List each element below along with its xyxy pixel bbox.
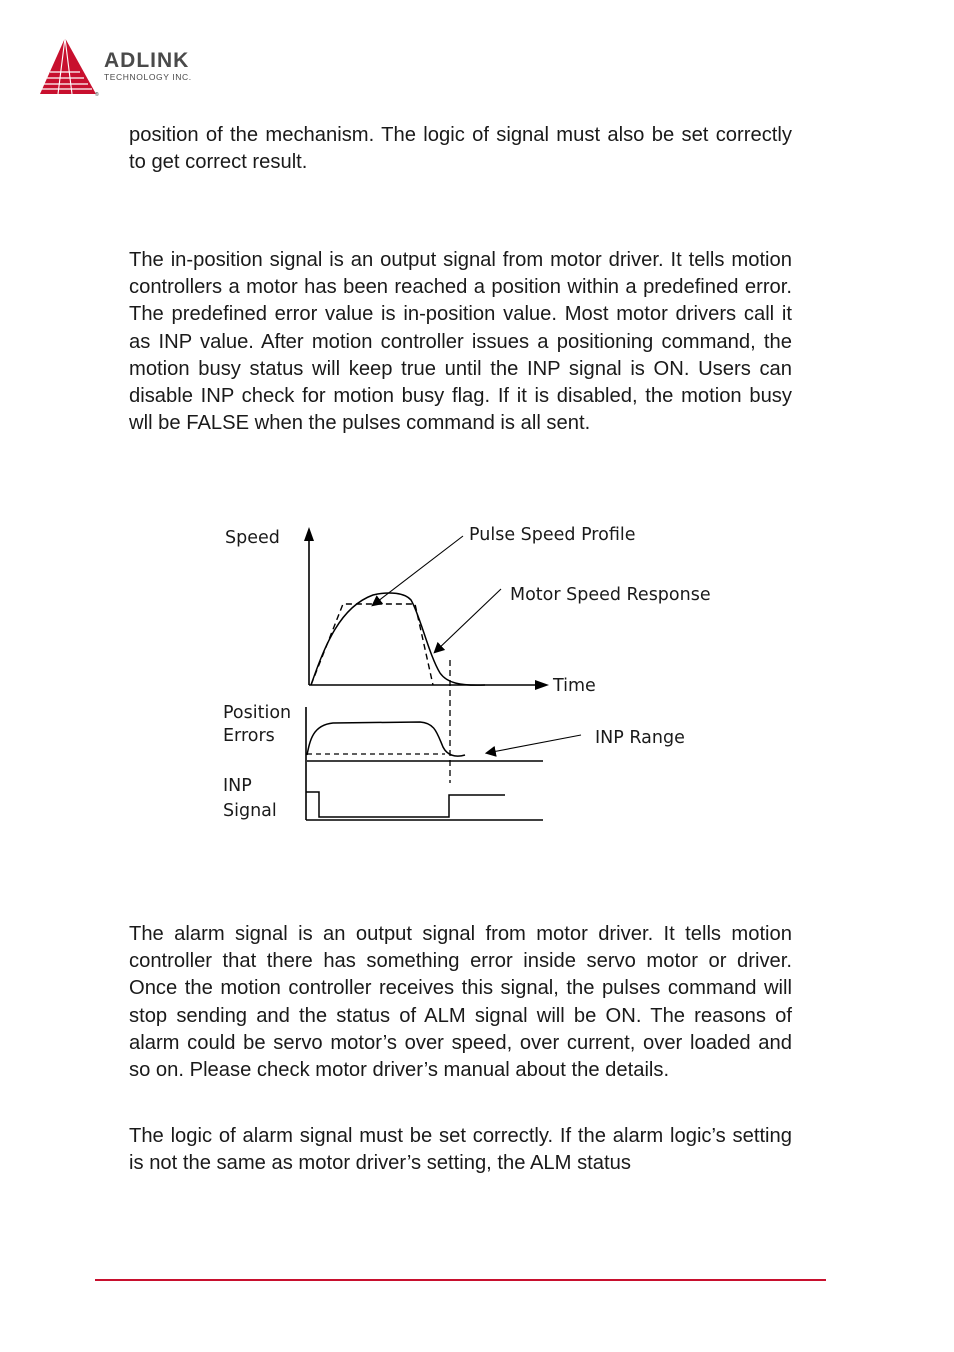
speed-axis-label: Speed (225, 528, 280, 548)
brand-tagline: TECHNOLOGY INC. (104, 72, 192, 82)
inp-label: INP (223, 776, 252, 796)
inp-signal-waveform (306, 792, 505, 817)
time-axis-arrow-icon (535, 680, 549, 690)
position-label: Position (223, 703, 292, 723)
paragraph-in-position-signal: The in-position signal is an output signal from motor driver. It tells motion controllers a motor has been reached a position within a predefined error. The predefined error value is in-position value. Most motor drivers call it as INP value. After motion controller issues a positioning command, the motion busy status will keep true until the INP signal is ON. Users can disable INP check for motion busy flag. If it is disabled, the motion busy wll be FALSE when the pulses command is all sent. (129, 249, 792, 435)
timing-diagram-svg (215, 515, 715, 835)
adlink-triangle-logo-icon (38, 36, 100, 98)
paragraph-alarm-signal: The alarm signal is an output signal from motor driver. It tells motion controller that there has something error inside servo motor or driver. Once the motion controller receives this signal, the pulses command will stop sending and the status of ALM signal will be ON. The reasons of alarm could be servo motor’s over speed, over current, over loaded and so on. Please check motor driver’s manual about the details. (129, 923, 792, 1082)
adlink-logo (38, 36, 238, 98)
time-axis-label: Time (553, 676, 596, 696)
paragraph-alarm-logic: The logic of alarm signal must be set correctly. If the alarm logic’s setting is not the same as motor driver’s setting, the ALM status (129, 1125, 792, 1175)
svg-text:®: ® (95, 92, 99, 98)
motor-speed-response-label: Motor Speed Response (510, 585, 711, 605)
inp-range-label: INP Range (595, 728, 685, 748)
motor-response-callout-arrow (435, 589, 501, 652)
position-error-curve (307, 722, 465, 756)
signal-label: Signal (223, 801, 277, 821)
motor-speed-response-curve (311, 593, 485, 685)
pulse-profile-callout-arrow (373, 536, 463, 605)
errors-label: Errors (223, 726, 275, 746)
paragraph-mechanism-logic: position of the mechanism. The logic of signal must also be set correctly to get correct result. (129, 124, 792, 174)
pulse-speed-profile-label: Pulse Speed Profile (469, 525, 636, 545)
inp-timing-diagram (215, 515, 715, 835)
speed-axis-arrow-icon (304, 527, 314, 541)
footer-divider (95, 1279, 826, 1281)
pulse-speed-profile (311, 604, 433, 685)
brand-name: ADLINK (104, 49, 190, 72)
inp-range-callout-arrow (487, 735, 581, 753)
